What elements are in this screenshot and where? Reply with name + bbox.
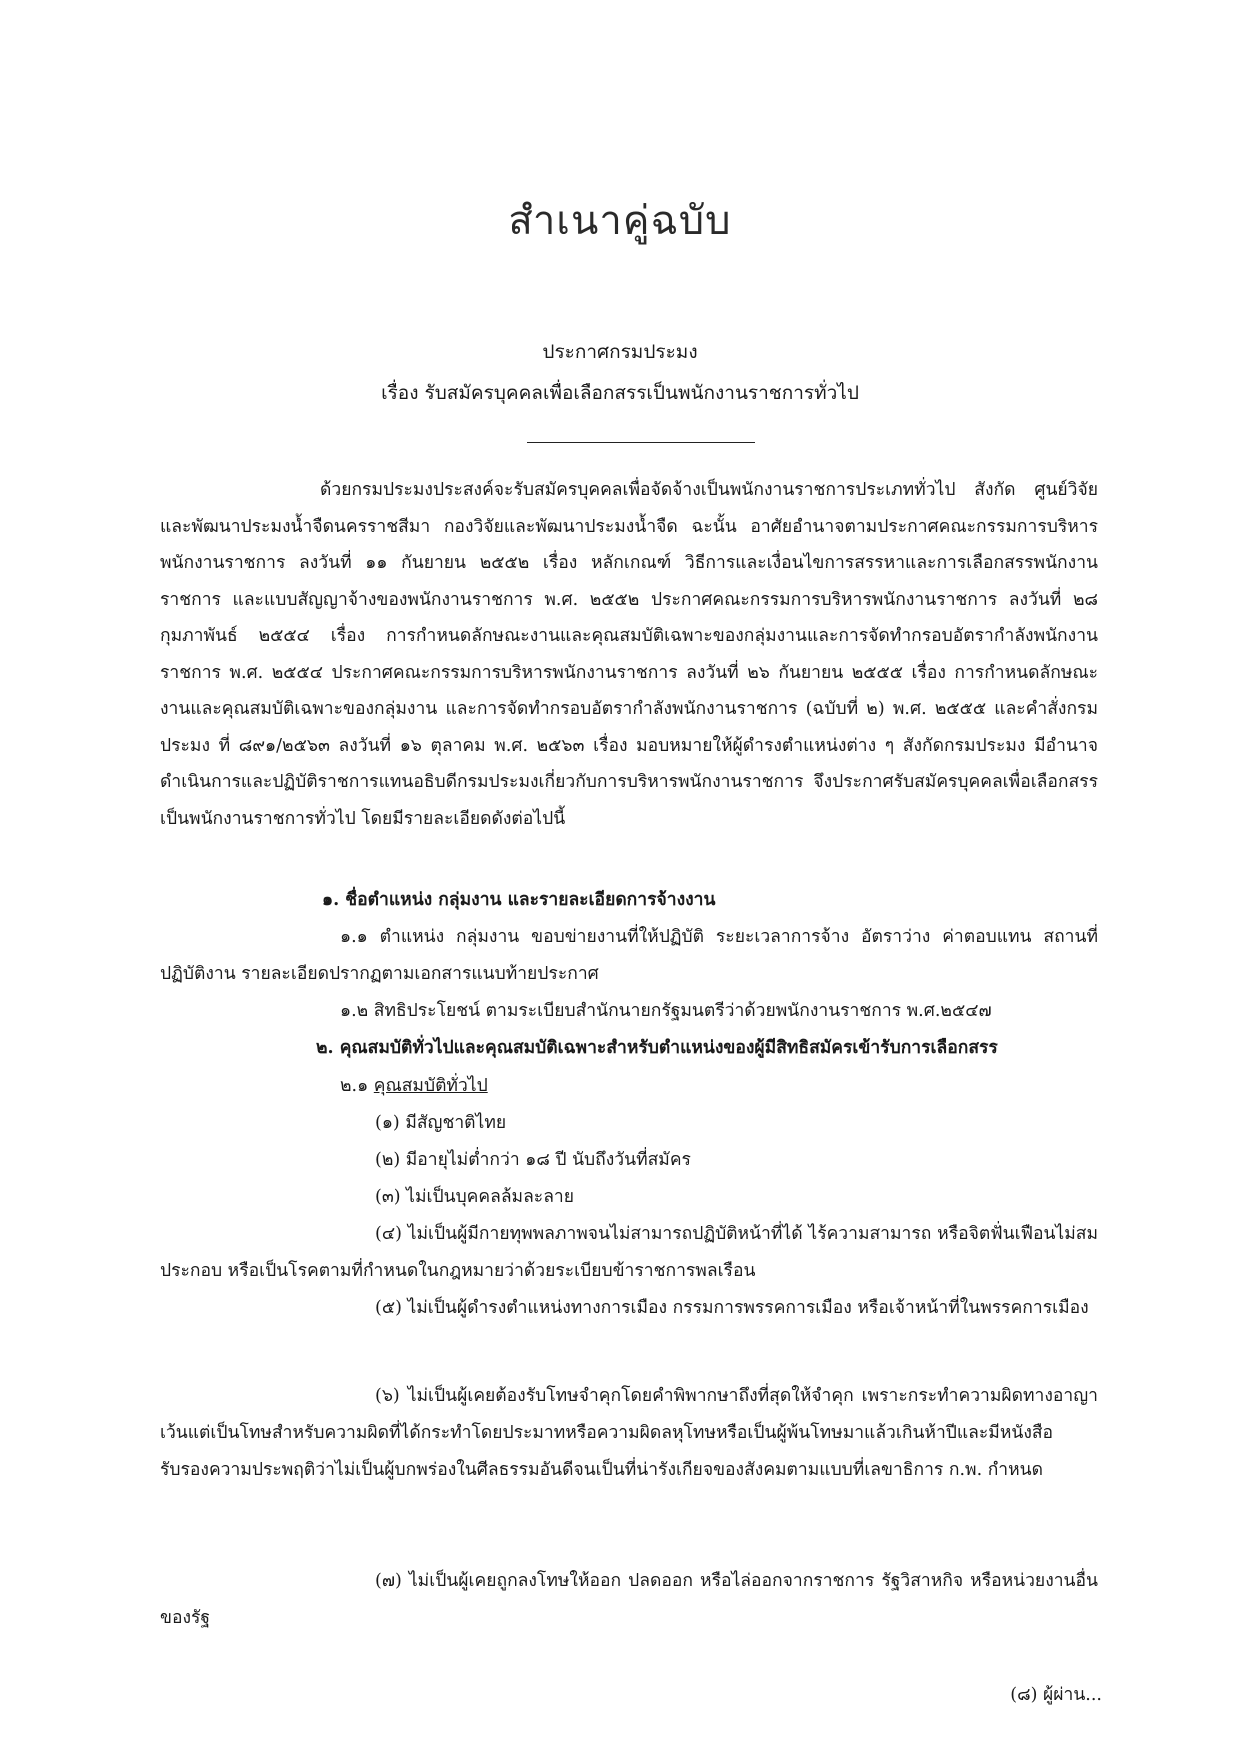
- qualification-item-7: (๗) ไม่เป็นผู้เคยถูกลงโทษให้ออก ปลดออก หรือไล่ออกจากราชการ รัฐวิสาหกิจ หรือหน่วยงานอื่นของรัฐ: [160, 1571, 1098, 1628]
- qualification-item-5: (๕) ไม่เป็นผู้ดำรงตำแหน่งทางการเมือง กรรมการพรรคการเมือง หรือเจ้าหน้าที่ในพรรคการเมือง: [375, 1298, 1089, 1318]
- announcement-subject: เรื่อง รับสมัครบุคคลเพื่อเลือกสรรเป็นพนักงานราชการทั่วไป: [381, 382, 859, 404]
- title-divider: [527, 442, 755, 443]
- section1-heading: ๑. ชื่อตำแหน่ง กลุ่มงาน และรายละเอียดการจ้างงาน: [322, 890, 716, 910]
- section2-sub-title: คุณสมบัติทั่วไป: [373, 1076, 488, 1096]
- section2-heading: ๒. คุณสมบัติทั่วไปและคุณสมบัติเฉพาะสำหรับตำแหน่งของผู้มีสิทธิสมัครเข้ารับการเลือกสรร: [316, 1038, 998, 1058]
- section2-subheading: [340, 1068, 488, 1104]
- intro-paragraph: ด้วยกรมประมงประสงค์จะรับสมัครบุคคลเพื่อจัดจ้างเป็นพนักงานราชการประเภททั่วไป สังกัด ศูนย์วิจัยและพัฒนาประมงน้ำจืดนครราชสีมา กองวิจัยและพัฒนาประมงน้ำจืด ฉะนั้น อาศัยอำนาจตามประกาศคณะกรรมการบริหารพนักงานราชการ ลงวันที่ ๑๑ กันยายน ๒๕๕๒ เรื่อง หลักเกณฑ์ วิธีการและเงื่อนไขการสรรหาและการเลือกสรรพนักงานราชการ และแบบสัญญาจ้างของพนักงานราชการ พ.ศ. ๒๕๕๒ ประกาศคณะกรรมการบริหารพนักงานราชการ ลงวันที่ ๒๘ กุมภาพันธ์ ๒๕๕๔ เรื่อง การกำหนดลักษณะงานและคุณสมบัติเฉพาะของกลุ่มงานและการจัดทำกรอบอัตรากำลังพนักงานราชการ พ.ศ. ๒๕๕๔ ประกาศคณะกรรมการบริหารพนักงานราชการ ลงวันที่ ๒๖ กันยายน ๒๕๕๕ เรื่อง การกำหนดลักษณะงานและคุณสมบัติเฉพาะของกลุ่มงาน และการจัดทำกรอบอัตรากำลังพนักงานราชการ (ฉบับที่ ๒) พ.ศ. ๒๕๕๕ และคำสั่งกรมประมง ที่ ๘๙๑/๒๕๖๓ ลงวันที่ ๑๖ ตุลาคม พ.ศ. ๒๕๖๓ เรื่อง มอบหมายให้ผู้ดำรงตำแหน่งต่าง ๆ สังกัดกรมประมง มีอำนาจดำเนินการและปฏิบัติราชการแทนอธิบดีกรมประมงเกี่ยวกับการบริหารพนักงานราชการ จึงประกาศรับสมัครบุคคลเพื่อเลือกสรรเป็นพนักงานราชการทั่วไป โดยมีรายละเอียดดังต่อไปนี้: [160, 480, 1098, 829]
- section1-item2: ๑.๒ สิทธิประโยชน์ ตามระเบียบสำนักนายกรัฐมนตรีว่าด้วยพนักงานราชการ พ.ศ.๒๕๔๗: [340, 1001, 992, 1021]
- qualification-item-6: (๖) ไม่เป็นผู้เคยต้องรับโทษจำคุกโดยคำพิพากษาถึงที่สุดให้จำคุก เพราะกระทำความผิดทางอาญา เว้นแต่เป็นโทษสำหรับความผิดที่ได้กระทำโดยประมาทหรือความผิดลหุโทษหรือเป็นผู้พ้นโทษมาแล้วเกินห้าปีและมีหนังสือรับรองความประพฤติว่าไม่เป็นผู้บกพร่องในศีลธรรมอันดีจนเป็นที่น่ารังเกียจของสังคมตามแบบที่เลขาธิการ ก.พ. กำหนด: [160, 1386, 1098, 1480]
- page-continuation: (๘) ผู้ผ่าน...: [1010, 1685, 1102, 1705]
- qualification-item-1: (๑) มีสัญชาติไทย: [375, 1113, 507, 1133]
- copy-stamp: สำเนาคู่ฉบับ: [508, 198, 732, 244]
- announcement-title: ประกาศกรมประมง: [542, 341, 698, 363]
- section2-sub-number: ๒.๑: [340, 1076, 369, 1096]
- qualification-item-4: (๔) ไม่เป็นผู้มีกายทุพพลภาพจนไม่สามารถปฏิบัติหน้าที่ได้ ไร้ความสามารถ หรือจิตฟั่นเฟือนไม่สมประกอบ หรือเป็นโรคตามที่กำหนดในกฎหมายว่าด้วยระเบียบข้าราชการพลเรือน: [160, 1224, 1098, 1281]
- qualification-item-3: (๓) ไม่เป็นบุคคลล้มละลาย: [375, 1187, 575, 1207]
- section1-item1: ๑.๑ ตำแหน่ง กลุ่มงาน ขอบข่ายงานที่ให้ปฏิบัติ ระยะเวลาการจ้าง อัตราว่าง ค่าตอบแทน สถานที่ปฏิบัติงาน รายละเอียดปรากฏตามเอกสารแนบท้ายประกาศ: [160, 927, 1098, 984]
- qualification-item-2: (๒) มีอายุไม่ต่ำกว่า ๑๘ ปี นับถึงวันที่สมัคร: [375, 1150, 691, 1170]
